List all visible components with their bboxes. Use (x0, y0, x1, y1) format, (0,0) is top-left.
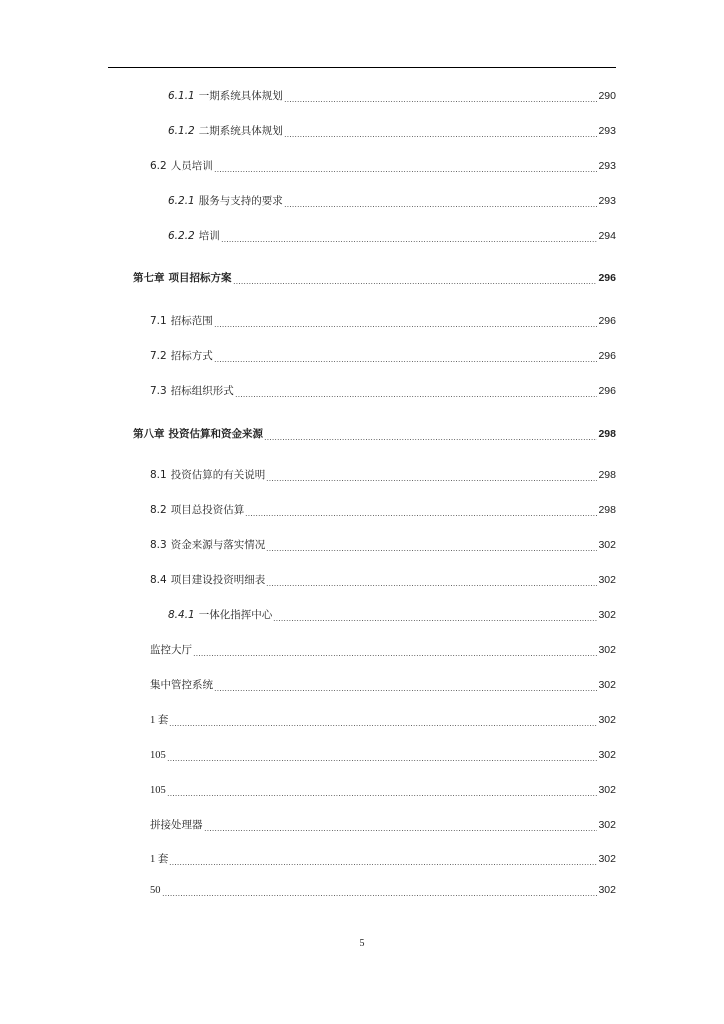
toc-entry-105-second[interactable] (150, 781, 616, 797)
toc-entry-title: 投资估算的有关说明 (170, 469, 266, 481)
toc-entry-page: 293 (598, 125, 616, 137)
toc-entry-8-1[interactable] (150, 466, 616, 482)
toc-entry-title: 集中管控系统 (150, 679, 213, 691)
toc-entry-6-1-1[interactable] (168, 87, 616, 103)
toc-dot-leader (264, 430, 597, 441)
toc-entry-title: 一体化指挥中心 (198, 609, 273, 621)
toc-entry-number: 6.2.2 (168, 230, 195, 242)
toc-dot-leader (167, 786, 598, 797)
toc-entry-page: 302 (598, 784, 616, 796)
toc-entry-number: 第七章 (133, 272, 165, 284)
toc-entry-page: 298 (598, 428, 616, 440)
toc-entry-title: 项目招标方案 (168, 272, 232, 284)
toc-dot-leader (162, 886, 598, 897)
toc-entry-number: 8.2 (150, 504, 167, 516)
toc-entry-page: 302 (598, 714, 616, 726)
toc-entry-number: 8.1 (150, 469, 167, 481)
toc-dot-leader (214, 352, 598, 363)
toc-entry-chapter-7[interactable] (133, 269, 616, 285)
toc-entry-7-1[interactable] (150, 312, 616, 328)
toc-entry-7-2[interactable] (150, 347, 616, 363)
toc-entry-page: 296 (598, 350, 616, 362)
toc-dot-leader (193, 646, 597, 657)
toc-dot-leader (233, 274, 598, 285)
toc-entry-page: 293 (598, 195, 616, 207)
toc-entry-8-2[interactable] (150, 501, 616, 517)
toc-entry-number: 7.2 (150, 350, 167, 362)
toc-entry-8-3[interactable] (150, 536, 616, 552)
toc-dot-leader (214, 162, 598, 173)
toc-entry-page: 294 (598, 230, 616, 242)
toc-entry-6-2-1[interactable] (168, 192, 616, 208)
toc-entry-title: 一期系统具体规划 (198, 90, 283, 102)
toc-dot-leader (169, 716, 597, 727)
toc-entry-number: 8.3 (150, 539, 167, 551)
toc-dot-leader (169, 855, 597, 866)
toc-entry-page: 296 (598, 385, 616, 397)
toc-entry-page: 298 (598, 504, 616, 516)
toc-entry-page: 302 (598, 609, 616, 621)
toc-entry-page: 296 (598, 272, 616, 284)
toc-entry-one-set-second[interactable] (150, 850, 616, 866)
toc-entry-one-set[interactable] (150, 711, 616, 727)
toc-dot-leader (204, 821, 598, 832)
toc-dot-leader (214, 317, 598, 328)
toc-entry-central-control[interactable] (150, 676, 616, 692)
toc-entry-page: 302 (598, 644, 616, 656)
toc-dot-leader (284, 92, 598, 103)
toc-entry-splice-processor[interactable] (150, 816, 616, 832)
toc-entry-page: 302 (598, 539, 616, 551)
toc-dot-leader (235, 387, 598, 398)
toc-entry-page: 302 (598, 679, 616, 691)
toc-dot-leader (273, 611, 597, 622)
toc-dot-leader (266, 576, 597, 587)
toc-dot-leader (284, 197, 598, 208)
toc-entry-title: 招标组织形式 (170, 385, 234, 397)
toc-entry-title: 服务与支持的要求 (198, 195, 283, 207)
toc-entry-number: 6.1.1 (168, 90, 195, 102)
toc-entry-title: 投资估算和资金来源 (168, 428, 263, 440)
toc-entry-title: 项目建设投资明细表 (170, 574, 266, 586)
toc-entry-title: 招标范围 (170, 315, 213, 327)
toc-entry-page: 302 (598, 884, 616, 896)
toc-entry-page: 302 (598, 749, 616, 761)
toc-entry-number: 第八章 (133, 428, 165, 440)
toc-entry-title: 105 (150, 750, 166, 761)
toc-entry-number: 6.2 (150, 160, 167, 172)
toc-entry-page: 302 (598, 819, 616, 831)
toc-entry-number: 8.4 (150, 574, 167, 586)
toc-entry-number: 6.1.2 (168, 125, 195, 137)
toc-entry-page: 296 (598, 315, 616, 327)
toc-dot-leader (266, 541, 597, 552)
toc-entry-50[interactable] (150, 881, 616, 897)
toc-dot-leader (221, 232, 598, 243)
toc-entry-title: 拼接处理器 (150, 819, 203, 831)
toc-entry-page: 293 (598, 160, 616, 172)
toc-entry-page: 298 (598, 469, 616, 481)
toc-entry-title: 监控大厅 (150, 644, 192, 656)
toc-entry-6-1-2[interactable] (168, 122, 616, 138)
toc-dot-leader (284, 127, 598, 138)
toc-entry-title: 50 (150, 885, 161, 896)
toc-dot-leader (167, 751, 598, 762)
toc-entry-title: 资金来源与落实情况 (170, 539, 266, 551)
toc-dot-leader (245, 506, 597, 517)
header-rule (108, 67, 616, 68)
toc-entry-number: 6.2.1 (168, 195, 195, 207)
toc-entry-title: 二期系统具体规划 (198, 125, 283, 137)
toc-entry-title: 项目总投资估算 (170, 504, 245, 516)
toc-entry-105[interactable] (150, 746, 616, 762)
toc-entry-number: 7.3 (150, 385, 167, 397)
toc-entry-8-4-1[interactable] (168, 606, 616, 622)
toc-entry-8-4[interactable] (150, 571, 616, 587)
toc-entry-title: 1 套 (150, 854, 169, 865)
toc-entry-page: 290 (598, 90, 616, 102)
page-number: 5 (359, 938, 365, 949)
toc-entry-page: 302 (598, 853, 616, 865)
toc-entry-title: 培训 (198, 230, 220, 242)
toc-entry-title: 105 (150, 785, 166, 796)
toc-entry-number: 7.1 (150, 315, 167, 327)
toc-dot-leader (214, 681, 597, 692)
toc-entry-title: 招标方式 (170, 350, 213, 362)
toc-entry-title: 人员培训 (170, 160, 213, 172)
toc-entry-page: 302 (598, 574, 616, 586)
toc-entry-number: 8.4.1 (168, 609, 195, 621)
toc-entry-6-2-2[interactable] (168, 227, 616, 243)
toc-dot-leader (266, 471, 597, 482)
toc-entry-chapter-8[interactable] (133, 425, 616, 441)
toc-entry-6-2[interactable] (150, 157, 616, 173)
toc-entry-7-3[interactable] (150, 382, 616, 398)
toc-entry-title: 1 套 (150, 715, 169, 726)
toc-entry-monitoring-hall[interactable] (150, 641, 616, 657)
